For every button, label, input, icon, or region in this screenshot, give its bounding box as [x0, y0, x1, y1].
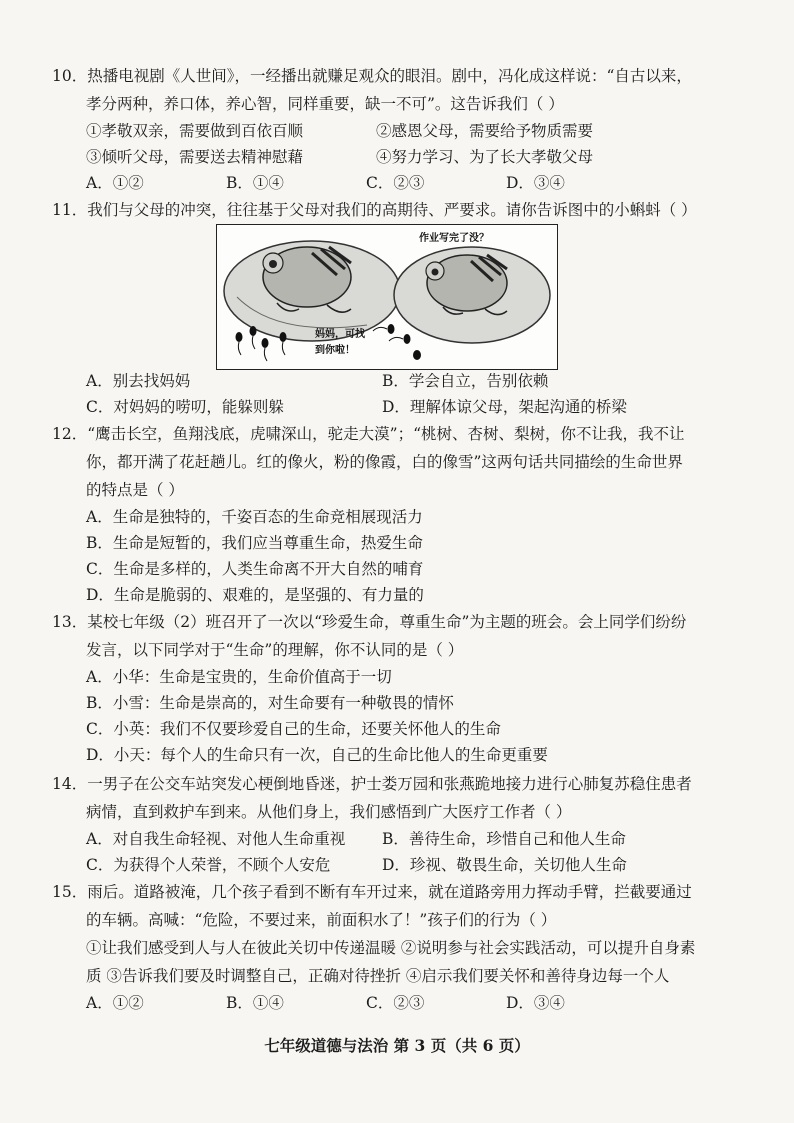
choice-c: C．为获得个人荣誉，不顾个人安危	[86, 856, 331, 874]
choice-c: C．②③	[366, 174, 425, 192]
question-14	[52, 770, 752, 878]
question-12-stem-line-1: 12．“鹰击长空，鱼翔浅底，虎啸深山，驼走大漠”；“桃树、杏树、梨树，你不让我，我不让	[52, 425, 685, 443]
choice-d: D．③④	[506, 174, 565, 192]
question-12-stem-line-2: 你，都开满了花赶趟儿。红的像火，粉的像霞，白的像雪”这两句话共同描绘的生命世界	[86, 453, 683, 471]
question-10-statement-row-2	[52, 144, 752, 170]
choice-c: C．②③	[366, 994, 425, 1012]
question-10-statement-row-1	[52, 118, 752, 144]
question-15-statements-line-1: ①让我们感受到人与人在彼此关切中传递温暖 ②说明参与社会实践活动，可以提升自身素	[86, 939, 696, 957]
question-11-stem: 11．我们与父母的冲突，往往基于父母对我们的高期待、严要求。请你告诉图中的小蝌蚪（ ）	[52, 201, 697, 219]
question-14-stem-line-2: 病情，直到救护车到来。从他们身上，我们感悟到广大医疗工作者（ ）	[86, 803, 572, 821]
question-10-choices	[52, 170, 752, 196]
frog-left-pupil	[269, 260, 277, 268]
choice-a: A．①②	[86, 994, 144, 1012]
tadpole-speech-line-1: 妈妈，可找	[315, 329, 365, 340]
choice-d: D．理解体谅父母，架起沟通的桥梁	[382, 398, 627, 416]
frog-speech: 作业写完了没？	[419, 233, 489, 244]
choice-b: B．①④	[226, 174, 284, 192]
question-15-choices	[52, 990, 752, 1016]
question-10	[52, 62, 752, 196]
question-13-stem-line-2: 发言，以下同学对于“生命”的理解，你不认同的是（ ）	[86, 641, 464, 659]
statement-2: ②感恩父母，需要给予物质需要	[376, 122, 594, 140]
question-11-figure	[216, 224, 558, 370]
choice-b: B．小雪：生命是崇高的，对生命要有一种敬畏的情怀	[86, 694, 454, 712]
choice-b: B．学会自立，告别依赖	[382, 372, 549, 390]
question-14-choices-row-2	[52, 852, 752, 878]
question-15-statements-line-2: 质 ③告诉我们要及时调整自己，正确对待挫折 ④启示我们要关怀和善待身边每一个人	[86, 967, 670, 985]
choice-c: C．生命是多样的，人类生命离不开大自然的哺育	[86, 560, 424, 578]
question-15-stem-line-2: 的车辆。高喊：“危险，不要过来，前面积水了！”孩子们的行为（ ）	[86, 911, 557, 929]
question-10-stem-line-1: 10．热播电视剧《人世间》，一经播出就赚足观众的眼泪。剧中，冯化成这样说：“自古以来，	[52, 67, 692, 85]
choice-a: A．对自我生命轻视、对他人生命重视	[86, 830, 346, 848]
statement-4: ④努力学习、为了长大孝敬父母	[376, 148, 594, 166]
choice-c: C．小英：我们不仅要珍爱自己的生命，还要关怀他人的生命	[86, 720, 501, 738]
tadpole-frog-illustration	[217, 225, 557, 369]
question-15	[52, 878, 752, 1016]
question-12-stem-line-3: 的特点是（ ）	[86, 481, 184, 499]
tadpole-speech-line-2: 到你啦！	[315, 345, 355, 356]
question-14-stem-line-1: 14．一男子在公交车站突发心梗倒地昏迷，护士娄万园和张燕跪地接力进行心肺复苏稳住患者	[52, 775, 692, 793]
choice-d: D．珍视、敬畏生命，关切他人生命	[382, 856, 627, 874]
choice-d: D．小天：每个人的生命只有一次，自己的生命比他人的生命更重要	[86, 746, 548, 764]
question-13	[52, 608, 752, 768]
choice-d: D．生命是脆弱的、艰难的，是坚强的、有力量的	[86, 586, 424, 604]
question-10-stem-line-2: 孝分两种，养口体，养心智，同样重要，缺一不可”。这告诉我们（ ）	[86, 95, 564, 113]
choice-a: A．生命是独特的，千姿百态的生命竞相展现活力	[86, 508, 423, 526]
question-11-choices-row-2	[52, 394, 752, 420]
choice-a: A．小华：生命是宝贵的，生命价值高于一切	[86, 668, 392, 686]
choice-b: B．善待生命，珍惜自己和他人生命	[382, 830, 626, 848]
frog-right-pupil	[432, 269, 439, 276]
question-15-stem-line-1: 15．雨后。道路被淹，几个孩子看到不断有车开过来，就在道路旁用力挥动手臂，拦截要通过	[52, 883, 692, 901]
statement-1: ①孝敬双亲，需要做到百依百顺	[86, 122, 304, 140]
question-12	[52, 420, 752, 608]
choice-a: A．①②	[86, 174, 144, 192]
question-13-stem-line-1: 13．某校七年级（2）班召开了一次以“珍爱生命，尊重生命”为主题的班会。会上同学们纷纷	[52, 613, 687, 631]
question-11-choices-row-1	[52, 368, 752, 394]
choice-d: D．③④	[506, 994, 565, 1012]
question-11	[52, 196, 752, 224]
question-11-options	[52, 368, 752, 420]
choice-a: A．别去找妈妈	[86, 372, 191, 390]
choice-b: B．生命是短暂的，我们应当尊重生命，热爱生命	[86, 534, 423, 552]
choice-b: B．①④	[226, 994, 284, 1012]
question-14-choices-row-1	[52, 826, 752, 852]
choice-c: C．对妈妈的唠叨，能躲则躲	[86, 398, 284, 416]
page-footer: 七年级道德与法治 第 3 页（共 6 页）	[264, 1036, 530, 1055]
statement-3: ③倾听父母，需要送去精神慰藉	[86, 148, 304, 166]
